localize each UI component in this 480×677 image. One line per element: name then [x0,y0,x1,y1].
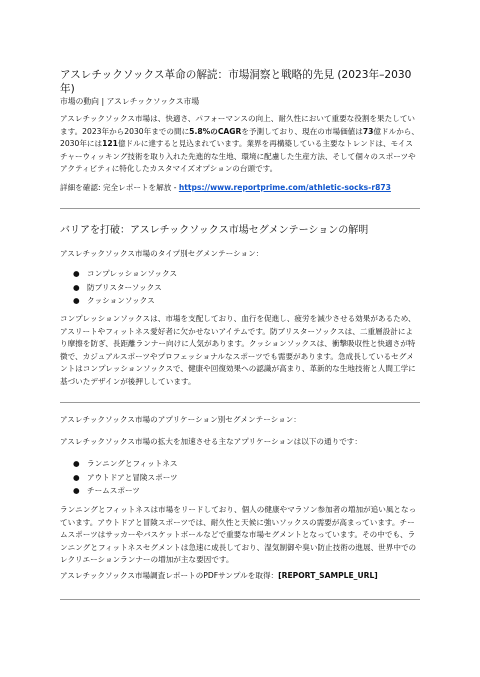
type-segmentation-intro: アスレチックソックス市場のタイプ別セグメンテーション： [60,249,264,258]
list-item [60,281,400,295]
application-driver-intro: アスレチックソックス市場の拡大を加速させる主なアプリケーションは以下の通りです： [60,437,362,446]
type-item-label: クッションソックス [87,296,155,305]
application-segmentation-intro: アスレチックソックス市場のアプリケーション別セグメンテーション： [60,415,301,424]
application-item-label: アウトドアと冒険スポーツ [87,472,178,482]
list-item [60,294,400,308]
bullet-icon: ● [73,459,80,468]
current-market-value: 73 [362,126,374,136]
intro-text-1: アスレチックソックス市場は、快適さ、パフォーマンスの向上、耐久性において重要な役割を果たしています。2023年から2030年までの間に [60,114,416,136]
sample-line [60,570,420,583]
bullet-icon: ● [73,282,80,292]
bullet-icon: ● [73,269,80,278]
type-list [60,267,400,308]
sample-url-placeholder[interactable]: [REPORT_SAMPLE_URL] [278,571,378,580]
list-item [60,484,400,498]
segmentation-heading: バリアを打破：アスレチックソックス市場セグメンテーションの解明 [60,225,369,236]
type-item-label: コンプレッションソックス [87,269,178,278]
bullet-icon: ● [73,296,80,305]
intro-text-2: を予測しており、現在の市場価値は [241,126,363,136]
details-line [60,182,420,195]
list-item [60,267,400,281]
bullet-icon: ● [73,472,80,482]
intro-paragraph [60,113,420,176]
intro-text-3: 億ドルから、2030年には [60,126,419,149]
details-prefix: 詳細を確認: 完全レポートを解放 - [60,183,179,192]
bullet-icon: ● [73,486,80,495]
section-divider [60,402,420,403]
report-link[interactable]: https://www.reportprime.com/athletic-socks-r873 [178,183,391,192]
section-divider [60,599,420,600]
page-title: アスレチックソックス革命の解読：市場洞察と戦略的先見 (2023年–2030年) [60,69,412,95]
list-item [60,457,400,471]
application-item-label: チームスポーツ [87,486,140,495]
application-list [60,457,400,498]
market-value-2030: 121 [102,139,118,149]
application-item-label: ランニングとフィットネス [87,459,178,468]
type-paragraph: コンプレッションソックスは、市場を支配しており、血行を促進し、疲労を減少させる効果があるため、アスリートやフィットネス愛好者に欠かせないアイテムです。防ブリスターソックスは、二重層設計により摩擦を防ぎ、長距離ランナー向けに人気があります。クッションソックスは、衝撃吸収性と快適さが特徴で、カジュアルスポーツやプロフェッショナルなスポーツでも需要があります。急成長しているセグメントはコンプレッションソックスで、健康や回復効果への認識が高まり、革新的な生地技術と人間工学に基づいたデザインが後押ししています。 [60,314,416,386]
application-paragraph: ランニングとフィットネスは市場をリードしており、個人の健康やマラソン参加者の増加が追い風となっています。アウトドアと冒険スポーツでは、耐久性と天候に強いソックスの需要が高まっています。チームスポーツはサッカーやバスケットボールなどで重要な市場セグメントとなっています。その中でも、ランニングとフィットネスセグメントは急速に成長しており、湿気制御や臭い防止技術の進展、世界中でのレクリエーションランナーの増加が主な要因です。 [60,505,417,565]
sample-prefix: アスレチックソックス市場調査レポートのPDFサンプルを取得： [60,571,279,580]
type-item-label: 防ブリスターソックス [87,282,162,292]
list-item [60,471,400,485]
cagr-value: 5.8%のCAGR [189,126,242,136]
section-divider [60,208,420,209]
trend-heading: 市場の動向 | アスレチックソックス市場 [60,97,200,106]
intro-text-4: 億ドルに達すると見込まれています。業界を再構築している主要なトレンドは、モイスチャーウィッキング技術を取り入れた先進的な生地、環境に配慮した生産方法、そして個々のスポーツやアクティビティに特化したカスタマイズオプションの台頭です。 [60,139,416,174]
